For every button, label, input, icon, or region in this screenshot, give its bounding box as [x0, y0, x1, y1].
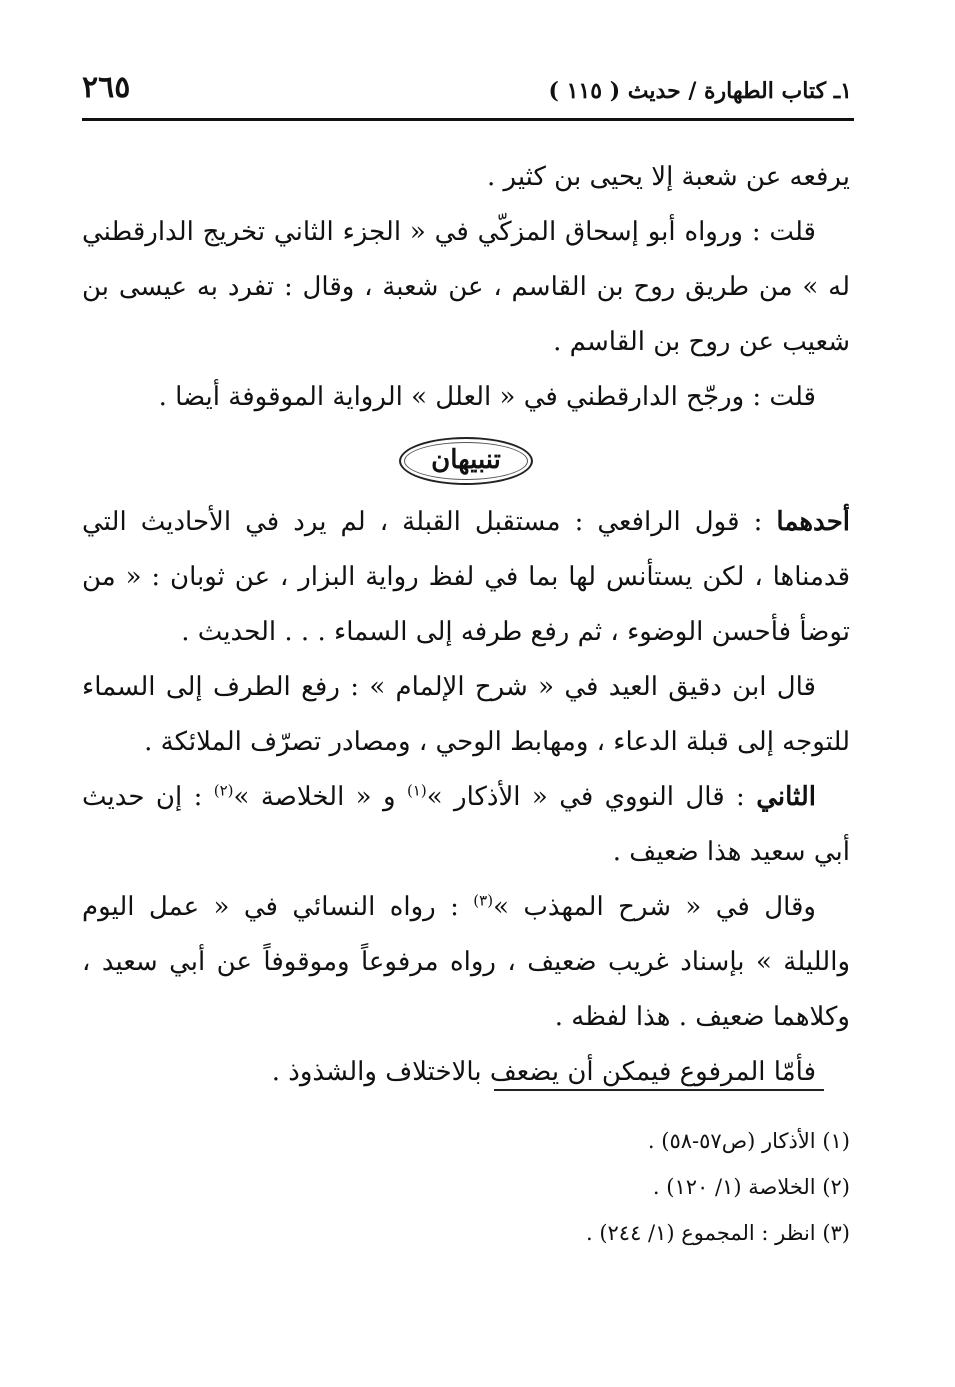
- paragraph-4-text: : قول الرافعي : مستقبل القبلة ، لم يرد في الأحاديث التي قدمناها ، لكن يستأنس لها بما في لفظ رواية البزار ، عن ثوبان : « من توضأ فأحسن الوضوء ، ثم رفع طرفه إلى السماء . . . الحديث .: [82, 507, 850, 647]
- paragraph-6-lead: الثاني: [756, 782, 817, 812]
- footnote-ref-2[interactable]: (٢): [213, 781, 234, 800]
- footnotes: [82, 1118, 850, 1256]
- footnote-2: (٢) الخلاصة (١/ ١٢٠) .: [652, 1175, 850, 1199]
- paragraph-2: قلت : ورواه أبو إسحاق المزكّي في « الجزء الثاني تخريج الدارقطني له » من طريق روح بن القاسم ، عن شعبة ، وقال : تفرد به عيسى بن شعيب عن روح بن القاسم .: [82, 217, 850, 357]
- paragraph-1: يرفعه عن شعبة إلا يحيى بن كثير .: [486, 162, 850, 192]
- footnote-separator: [494, 1089, 824, 1091]
- header-rule: [82, 118, 854, 121]
- section-heading: [82, 425, 850, 495]
- paragraph-7-text-b: : رواه النسائي في « عمل اليوم والليلة » بإسناد غريب ضعيف ، رواه مرفوعاً وموقوفاً عن أبي سعيد ، وكلاهما ضعيف . هذا لفظه .: [82, 892, 850, 1032]
- footnote-3: (٣) انظر : المجموع (١/ ٢٤٤) .: [585, 1221, 850, 1245]
- paragraph-6-text-b: و « الخلاصة »: [233, 782, 407, 812]
- page-header: [82, 68, 852, 118]
- main-text: [82, 150, 850, 1100]
- page-number: ٢٦٥: [82, 70, 131, 105]
- footnote-1: (١) الأذكار (ص٥٧-٥٨) .: [647, 1129, 850, 1153]
- paragraph-4-lead: أحدهما: [776, 507, 850, 537]
- paragraph-8: فأمّا المرفوع فيمكن أن يضعف بالاختلاف والشذوذ .: [271, 1057, 816, 1087]
- paragraph-3: قلت : ورجّح الدارقطني في « العلل » الرواية الموقوفة أيضا .: [158, 382, 816, 412]
- heading-badge: تنبيهان: [399, 437, 533, 485]
- paragraph-4: [82, 495, 850, 660]
- paragraph-5: قال ابن دقيق العيد في « شرح الإلمام » : رفع الطرف إلى السماء للتوجه إلى قبلة الدعاء ، ومهابط الوحي ، ومصادر تصرّف الملائكة .: [82, 672, 850, 757]
- paragraph-6-text-c: : إن حديث أبي سعيد هذا ضعيف .: [82, 782, 850, 867]
- paragraph-7-text-a: وقال في « شرح المهذب »: [493, 892, 816, 922]
- footnote-ref-1[interactable]: (١): [406, 781, 427, 800]
- paragraph-7: [82, 880, 850, 1045]
- paragraph-6: [82, 770, 850, 880]
- footnote-ref-3[interactable]: (٣): [473, 891, 494, 910]
- running-head: ١ـ كتاب الطهارة / حديث ( ١١٥ ): [548, 78, 852, 104]
- paragraph-6-text-a: : قال النووي في « الأذكار »: [426, 782, 757, 812]
